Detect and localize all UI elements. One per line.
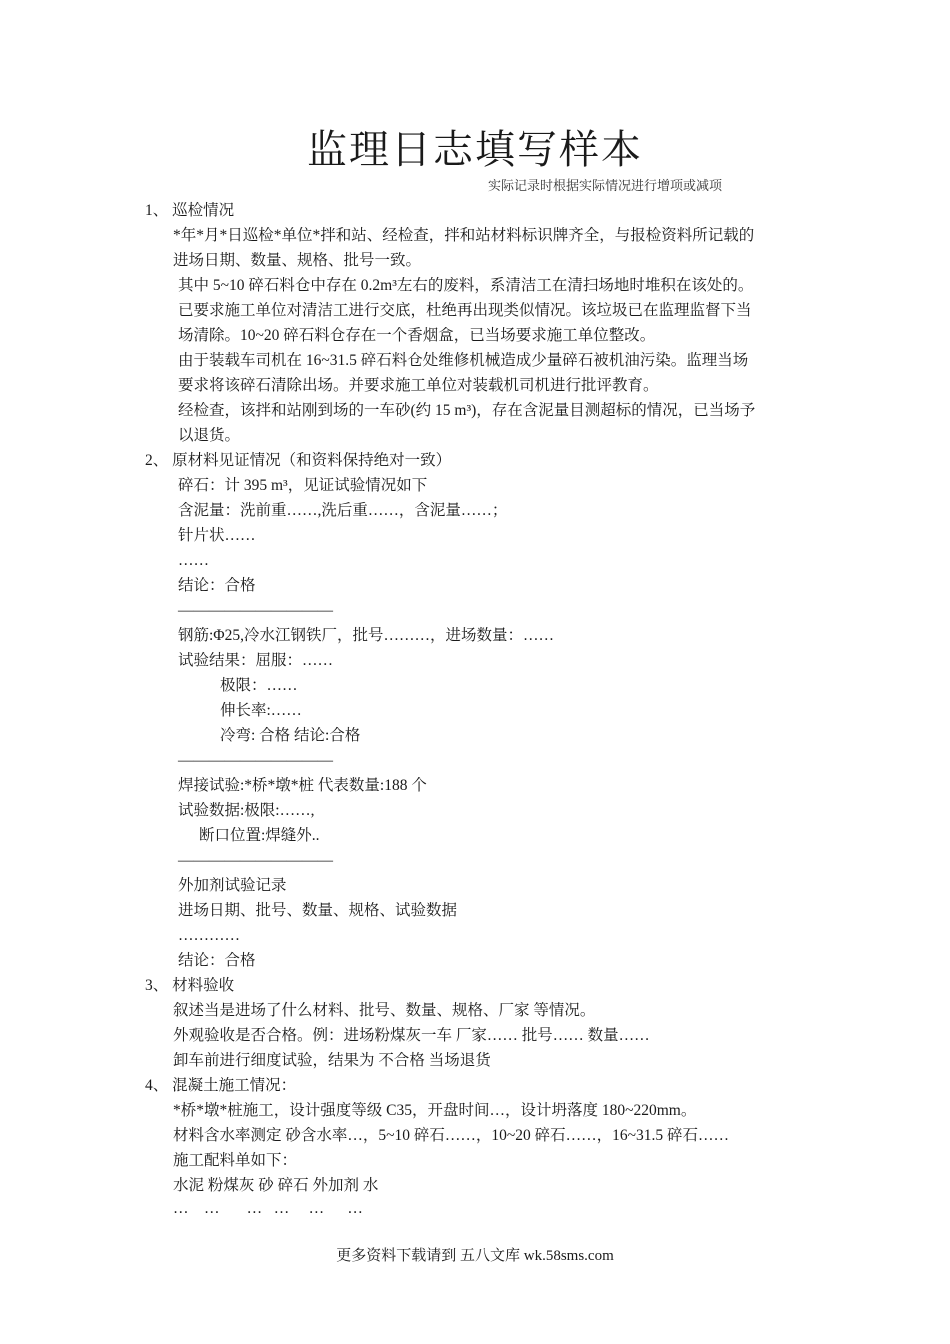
text-line: 进场日期、数量、规格、批号一致。: [173, 252, 422, 269]
section-heading-materials-witness: 2、 原材料见证情况（和资料保持绝对一致）: [145, 452, 452, 469]
text-line: 以退货。: [178, 427, 241, 444]
text-line: *年*月*日巡检*单位*拌和站、经检查，拌和站材料标识牌齐全，与报检资料所记载的: [173, 227, 755, 244]
text-line: 由于装载车司机在 16~31.5 碎石料仓处维修机械造成少量碎石被机油污染。监理当场: [178, 352, 749, 369]
separator-line: ——————————: [178, 602, 333, 619]
text-line: 进场日期、批号、数量、规格、试验数据: [178, 902, 458, 919]
text-line: 钢筋:Φ25,冷水江钢铁厂，批号………，进场数量：……: [178, 627, 555, 644]
text-line: …………: [178, 927, 240, 944]
text-line: 试验结果：屈服：……: [178, 652, 334, 669]
text-line: 施工配料单如下：: [173, 1152, 298, 1169]
text-line: 外观验收是否合格。例：进场粉煤灰一车 厂家…… 批号…… 数量……: [173, 1027, 650, 1044]
text-line: 已要求施工单位对清洁工进行交底，杜绝再出现类似情况。该垃圾已在监理监督下当: [178, 302, 752, 319]
text-line: 含泥量：洗前重……,洗后重……，含泥量……；: [178, 502, 508, 519]
text-line: 断口位置:焊缝外..: [199, 827, 320, 844]
text-line: 要求将该碎石清除出场。并要求施工单位对装载机司机进行批评教育。: [178, 377, 659, 394]
text-line: 材料含水率测定 砂含水率…，5~10 碎石……，10~20 碎石……，16~31.5 碎石……: [173, 1127, 730, 1144]
document-subtitle: 实际记录时根据实际情况进行增项或减项: [488, 178, 723, 193]
text-line: 结论：合格: [178, 952, 256, 969]
separator-line: ——————————: [178, 852, 333, 869]
text-line: 叙述当是进场了什么材料、批号、数量、规格、厂家 等情况。: [173, 1002, 596, 1019]
text-line: ……: [178, 552, 209, 569]
text-line: 极限：……: [220, 677, 298, 694]
text-line: 结论：合格: [178, 577, 256, 594]
text-line: 其中 5~10 碎石料仓中存在 0.2m³左右的废料，系清洁工在清扫场地时堆积在该处的。: [178, 277, 754, 294]
text-line: 水泥 粉煤灰 砂 碎石 外加剂 水: [173, 1177, 379, 1194]
text-line: 焊接试验:*桥*墩*桩 代表数量:188 个: [178, 777, 427, 794]
text-line: 经检查，该拌和站刚到场的一车砂(约 15 m³)，存在含泥量目测超标的情况，已当场予: [178, 402, 756, 419]
text-line: 针片状……: [178, 527, 256, 544]
text-line: 试验数据:极限:……,: [178, 802, 315, 819]
text-line: … … … … … …: [173, 1200, 363, 1217]
text-line: *桥*墩*桩施工，设计强度等级 C35，开盘时间…，设计坍落度 180~220mm。: [173, 1102, 697, 1119]
section-heading-concrete-construction: 4、 混凝土施工情况：: [145, 1077, 297, 1094]
text-line: 场清除。10~20 碎石料仓存在一个香烟盒，已当场要求施工单位整改。: [178, 327, 656, 344]
text-line: 伸长率:……: [220, 702, 302, 719]
footer-download-note: 更多资料下载请到 五八文库 wk.58sms.com: [336, 1248, 614, 1264]
text-line: 外加剂试验记录: [178, 877, 287, 894]
text-line: 卸车前进行细度试验，结果为 不合格 当场退货: [173, 1052, 491, 1069]
text-line: 碎石：计 395 m³，见证试验情况如下: [178, 477, 428, 494]
document-title: 监理日志填写样本: [307, 127, 643, 172]
section-heading-inspection: 1、 巡检情况: [145, 202, 235, 219]
text-line: 冷弯: 合格 结论:合格: [220, 727, 361, 744]
separator-line: ——————————: [178, 752, 333, 769]
section-heading-material-acceptance: 3、 材料验收: [145, 977, 235, 994]
